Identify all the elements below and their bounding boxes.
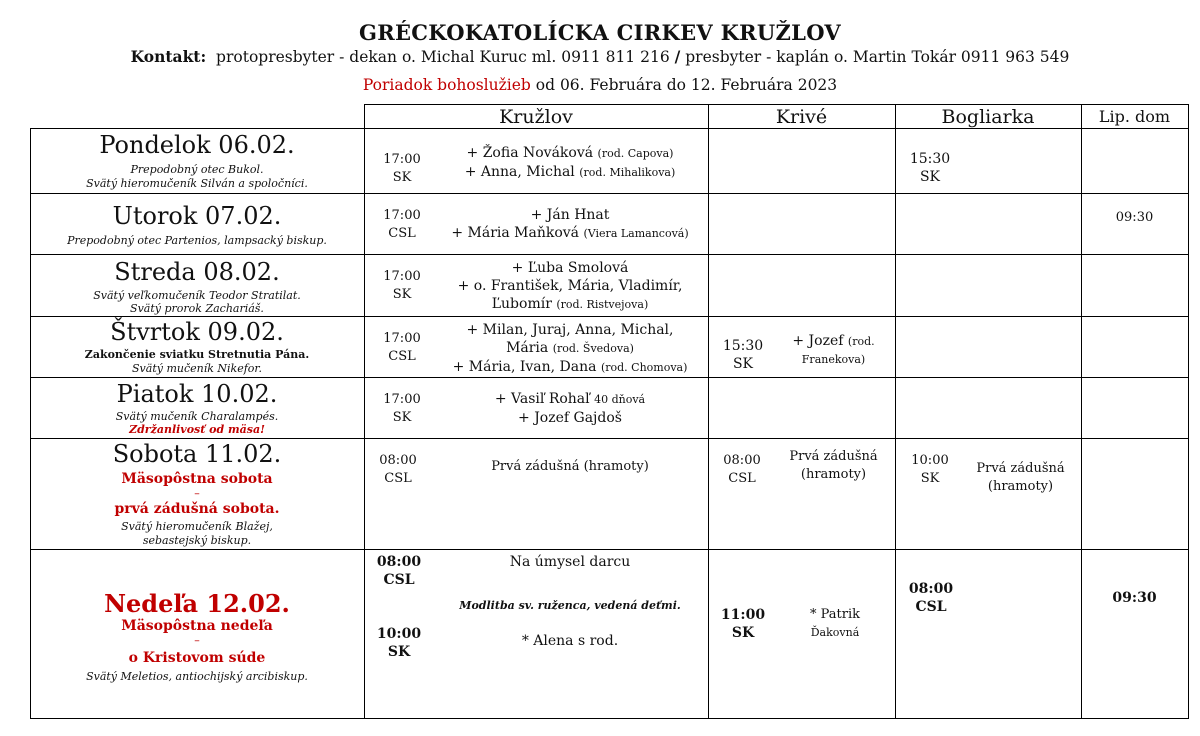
feast-red-line: Mäsopôstna nedeľa [121, 618, 273, 634]
schedule-dates: od 06. Februára do 12. Februára 2023 [535, 76, 838, 94]
column-krive: Krivé [775, 106, 828, 128]
column-kruzlov: Kružlov [499, 106, 573, 128]
fasting-note: Zdržanlivosť od mäsa! [129, 423, 265, 436]
service-time: 08:00 CSL [908, 581, 954, 615]
feast-red-line: o Kristovom súde [128, 650, 266, 666]
contact-label: Kontakt: [130, 47, 207, 66]
service-time: 17:00 CSL [383, 331, 421, 364]
day-title: Piatok 10.02. [116, 380, 278, 408]
saint-line: Svätý veľkomučeník Teodor Stratilat. [93, 289, 301, 302]
feast-red-line: prvá zádušná sobota. [114, 501, 280, 517]
service-time: 11:00 SK [720, 607, 766, 641]
day-title: Utorok 07.02. [112, 202, 282, 230]
intention-list: + Jozef (rod. Franekova) [792, 333, 875, 366]
intention: * Alena s rod. [521, 633, 619, 649]
service-time: 15:30 SK [909, 151, 951, 185]
service-time: 10:00 SK [911, 453, 949, 486]
contact-separator: / [674, 47, 681, 66]
service-time: 17:00 SK [383, 152, 421, 185]
service-time: 09:30 [1115, 210, 1154, 225]
dash: – [194, 634, 200, 647]
contact-chaplain: presbyter - kaplán o. Martin Tokár 0911 963 549 [685, 48, 1070, 66]
intention: * Patrik Ďakovná [809, 607, 861, 639]
saint-line: Svätý hieromučeník Silván a spoločníci. [86, 177, 308, 190]
column-bogliarka: Bogliarka [941, 106, 1035, 128]
service-time: 10:00 SK [376, 626, 422, 660]
feast-red-line: Mäsopôstna sobota [121, 471, 273, 487]
intention: Prvá zádušná (hramoty) [976, 461, 1065, 494]
service-time: 17:00 SK [383, 392, 421, 425]
day-title: Streda 08.02. [114, 258, 280, 286]
column-lip-dom: Lip. dom [1098, 107, 1171, 126]
intention: Na úmysel darcu [509, 554, 631, 570]
day-title: Štvrtok 09.02. [110, 318, 284, 346]
service-time: 17:00 SK [383, 269, 421, 302]
page-title: GRÉCKOKATOLÍCKA CIRKEV KRUŽLOV [358, 20, 842, 45]
contact-dean: protopresbyter - dekan o. Michal Kuruc ml. 0911 811 216 [216, 48, 670, 66]
saint-line: Svätý hieromučeník Blažej, [121, 520, 273, 533]
intention-list: + Vasiľ Rohaľ 40 dňová + Jozef Gajdoš [494, 391, 646, 426]
service-time: 15:30 SK [722, 338, 764, 372]
schedule-period [0, 76, 1200, 94]
service-time: 09:30 [1112, 590, 1157, 606]
intention-list: + Žofia Nováková (rod. Capova) + Anna, Michal (rod. Mihalikova) [464, 145, 676, 180]
feast-line: Zakončenie sviatku Stretnutia Pána. [84, 348, 310, 361]
day-title: Sobota 11.02. [112, 440, 282, 468]
schedule-label: Poriadok bohoslužieb [362, 76, 531, 94]
saint-line: Svätý Meletios, antiochijský arcibiskup. [86, 670, 308, 683]
intention-list: + Milan, Juraj, Anna, Michal, Mária (rod. Švedova) + Mária, Ivan, Dana (rod. Chomova) [452, 322, 688, 375]
saint-line: Svätý mučeník Nikefor. [132, 362, 262, 375]
service-time: 08:00 CSL [376, 554, 422, 588]
service-time: 08:00 CSL [379, 453, 417, 486]
intention-list: + Ľuba Smolová + o. František, Mária, Vladimír, Ľubomír (rod. Ristvejova) [457, 260, 683, 312]
saint-line: Svätý mučeník Charalampés. [115, 410, 279, 423]
saint-line: Prepodobný otec Partenios, lampsacký biskup. [67, 234, 327, 247]
intention-list: + Ján Hnat + Mária Maňková (Viera Lamancová) [451, 207, 689, 241]
rosary-note: Modlitba sv. ruženca, vedená deťmi. [459, 599, 681, 612]
saint-line: Prepodobný otec Bukol. [130, 163, 264, 176]
service-time: 08:00 CSL [723, 453, 761, 486]
dash: – [194, 487, 200, 500]
day-title: Pondelok 06.02. [99, 131, 295, 159]
intention: Prvá zádušná (hramoty) [789, 449, 878, 482]
day-title: Nedeľa 12.02. [104, 589, 290, 618]
saint-line: Svätý prorok Zachariáš. [130, 302, 264, 315]
service-time: 17:00 CSL [383, 208, 421, 241]
intention: Prvá zádušná (hramoty) [491, 459, 649, 474]
contact-line [0, 47, 1200, 66]
saint-line: sebastejský biskup. [142, 534, 252, 547]
